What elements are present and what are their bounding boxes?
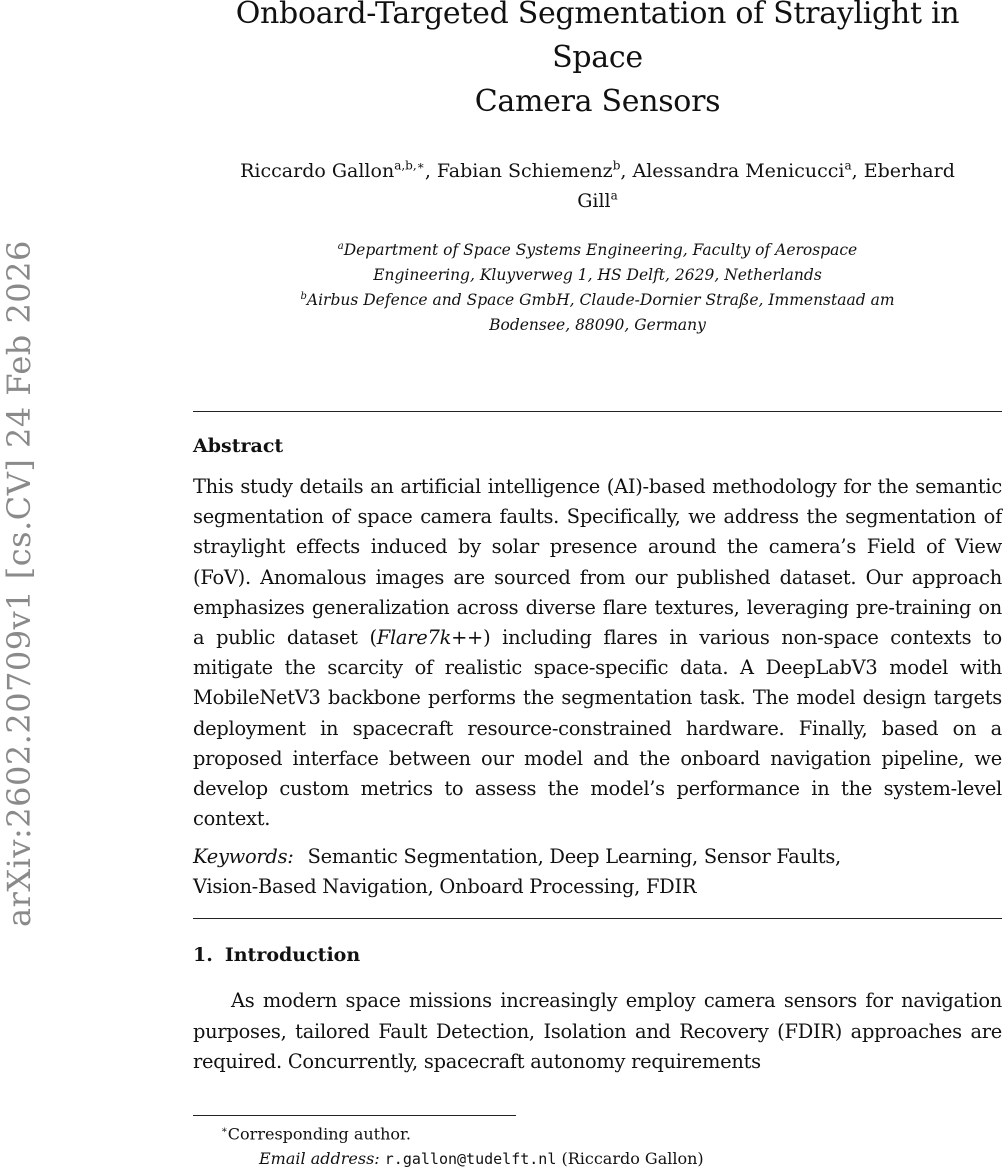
- abstract-heading: Abstract: [193, 435, 284, 457]
- paper-title: [193, 0, 1002, 124]
- affiliation-b-line-1: $^b$Airbus Defence and Space GmbH, Claude-Dornier Straße, Immenstaad am: [300, 290, 895, 309]
- keywords: [193, 842, 1002, 902]
- author-affil-mark: a: [610, 188, 618, 203]
- footnote-rule: [193, 1115, 516, 1116]
- section-heading: [193, 941, 1002, 969]
- dataset-name: Flare7k++: [376, 626, 484, 650]
- footnote: [193, 1118, 1002, 1172]
- title-line-2: Camera Sensors: [474, 84, 721, 119]
- author-affil-mark: a: [844, 158, 852, 173]
- footnote-line-1: ∗Corresponding author.: [221, 1124, 412, 1144]
- footnote-mark: ∗: [221, 1125, 228, 1137]
- abstract-bottom-rule: [193, 918, 1002, 919]
- affiliation-b-line-2: Bodensee, 88090, Germany: [489, 316, 706, 334]
- keywords-label: Keywords:: [193, 845, 294, 869]
- author-name: Eberhard: [863, 160, 955, 182]
- abstract-top-rule: [193, 411, 1002, 412]
- author-list: [193, 156, 1002, 216]
- arxiv-identifier: arXiv:2602.20709v1 [cs.CV] 24 Feb 2026: [0, 240, 38, 927]
- author-line-1: Riccardo Gallon$^{a,b,∗}$, Fabian Schiemenz$^b$, Alessandra Menicucci$^a$, Eberhard: [240, 158, 955, 182]
- arxiv-stamp: [0, 0, 40, 1145]
- keywords-line-1: Keywords: Semantic Segmentation, Deep Learning, Sensor Faults,: [193, 845, 841, 869]
- keywords-line-2: Vision-Based Navigation, Onboard Processing, FDIR: [193, 875, 697, 899]
- author-name: Fabian Schiemenz: [436, 160, 613, 182]
- introduction-paragraph: As modern space missions increasingly employ camera sensors for navigation purposes, tailored Fault Detection, Isolation and Recovery (FDIR) approaches are required. Concurrently, spacecraft autonomy requirements: [193, 989, 1002, 1073]
- author-line-2: [193, 186, 1002, 216]
- email-address[interactable]: r.gallon@tudelft.nl: [384, 1150, 557, 1169]
- title-line-1: Onboard-Targeted Segmentation of Straylight in Space: [235, 0, 960, 75]
- affiliations: [193, 238, 1002, 338]
- author-affil-mark: b: [612, 158, 621, 173]
- affil-mark: a: [337, 240, 344, 252]
- author-name: Alessandra Menicucci: [632, 160, 845, 182]
- abstract-text: This study details an artificial intelligence (AI)-based methodology for the semantic segmentation of space camera faults. Specifically, we address the segmentation of straylight effects induced by solar presence around the camera’s Field of View (FoV). Anomalous images are sourced from our published dataset. Our approach emphasizes generalization across diverse flare textures, leveraging pre-training on a public dataset (Flare7k++) including flares in various non-space contexts to mitigate the scarcity of realistic space-specific data. A DeepLabV3 model with MobileNetV3 backbone performs the segmentation task. The model design targets deployment in spacecraft resource-constrained hardware. Finally, based on a proposed interface between our model and the onboard navigation pipeline, we develop custom metrics to assess the model’s performance in the system-level context.: [193, 475, 1002, 831]
- affiliation-a-line-2: Engineering, Kluyverweg 1, HS Delft, 2629, Netherlands: [373, 266, 822, 284]
- author-affil-mark: a,b,∗: [394, 158, 425, 173]
- paper-first-page: [193, 0, 1002, 1172]
- affil-mark: b: [300, 290, 307, 302]
- author-name: Riccardo Gallon: [240, 160, 395, 182]
- section-number: 1.: [193, 944, 213, 967]
- footnote-line-2: Email address: r.gallon@tudelft.nl (Riccardo Gallon): [259, 1149, 704, 1169]
- email-label: Email address:: [259, 1149, 380, 1169]
- author-name: Gill: [577, 190, 611, 212]
- affiliation-a-line-1: $^a$Department of Space Systems Engineering, Faculty of Aerospace: [337, 240, 858, 259]
- section-title: Introduction: [224, 944, 361, 967]
